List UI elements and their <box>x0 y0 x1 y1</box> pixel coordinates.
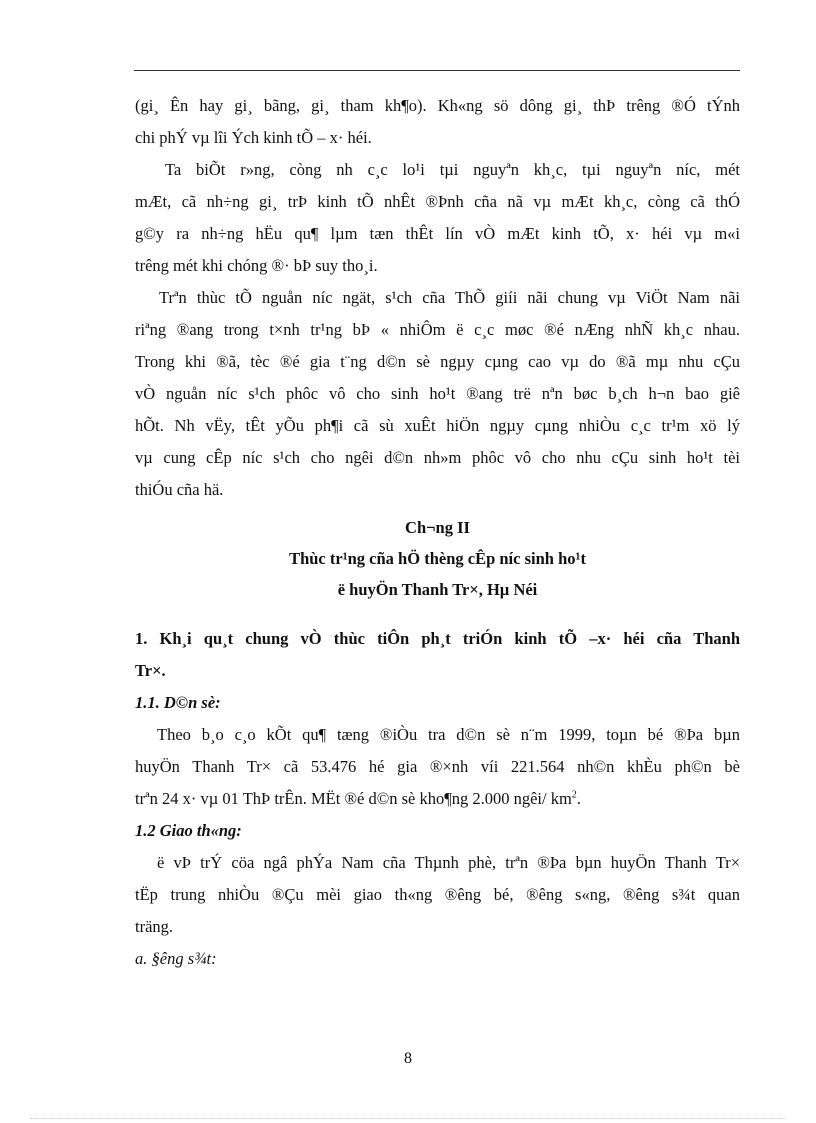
text-fragment: . <box>576 789 581 808</box>
text-line: riªng ®ang trong t×nh tr¹ng bÞ « nhiÔm ë c¸c møc ®é nÆng nhÑ kh¸c nhau. <box>135 320 740 339</box>
text-line: trêng mét khi chóng ®· bÞ suy tho¸i. <box>135 256 378 275</box>
text-line: Trªn thùc tÕ nguån níc ngät, s¹ch cña ThÕ giíi nãi chung vµ ViÖt Nam nãi <box>159 288 740 307</box>
heading-line: 1. Kh¸i qu¸t chung vÒ thùc tiÔn ph¸t triÓn kinh tÕ –x· héi cña Thanh <box>135 629 740 648</box>
page-bottom-edge <box>30 1118 786 1119</box>
subsection-1-1-heading: 1.1. D©n sè: <box>135 693 221 712</box>
chapter-number: Ch¬ng II <box>405 518 470 537</box>
text-line: vµ cung cÊp níc s¹ch cho ngêi d©n nh»m phôc vô cho nhu cÇu sinh ho¹t tèi <box>135 448 740 467</box>
paragraph-3 <box>135 282 740 506</box>
paragraph-2 <box>135 154 740 282</box>
text-line: mÆt, cã nh÷ng gi¸ trÞ kinh tÕ nhÊt ®Þnh cña nã vµ mÆt kh¸c, còng cã thÓ <box>135 192 740 211</box>
text-line: Ta biÕt r»ng, còng nh c¸c lo¹i tµi nguyªn kh¸c, tµi nguyªn níc, mét <box>165 160 740 179</box>
subsection-1-2-heading: 1.2 Giao th«ng: <box>135 821 242 840</box>
text-line: Theo b¸o c¸o kÕt qu¶ tæng ®iÒu tra d©n sè n¨m 1999, toµn bé ®Þa bµn <box>157 725 740 744</box>
text-line: g©y ra nh÷ng hËu qu¶ lµm tæn thÊt lín vÒ mÆt kinh tÕ, x· héi vµ m«i <box>135 224 740 243</box>
text-line: huyÖn Thanh Tr× cã 53.476 hé gia ®×nh víi 221.564 nh©n khÈu ph©n bè <box>135 757 740 776</box>
text-line: vÒ nguån níc s¹ch phôc vô cho sinh ho¹t ®ang trë nªn bøc b¸ch h¬n bao giê <box>135 384 740 403</box>
text-line: hÕt. Nh vËy, tÊt yÕu ph¶i cã sù xuÊt hiÖn ngµy cµng nhiÒu c¸c tr¹m xö lý <box>135 416 740 435</box>
header-rule <box>134 70 740 71</box>
text-fragment: trªn 24 x· vµ 01 ThÞ trÊn. MËt ®é d©n sè kho¶ng 2.000 ngêi/ km <box>135 789 572 808</box>
item-a-heading: a. §êng s¾t: <box>135 949 217 968</box>
paragraph-1 <box>135 90 740 154</box>
paragraph-traffic <box>135 847 740 943</box>
chapter-title-line-2: ë huyÖn Thanh Tr×, Hµ Néi <box>337 580 538 599</box>
heading-line: Tr×. <box>135 661 166 680</box>
text-line: chi phÝ vµ lîi Ých kinh tÕ – x· héi. <box>135 128 372 147</box>
text-line: tËp trung nhiÒu ®Çu mèi giao th«ng ®êng bé, ®êng s«ng, ®êng s¾t quan <box>135 885 740 904</box>
page-content <box>135 90 740 975</box>
text-line: thiÓu cña hä. <box>135 480 224 499</box>
chapter-title-line-1: Thùc tr¹ng cña hÖ thèng cÊp níc sinh ho¹t <box>289 549 586 568</box>
text-line: träng. <box>135 917 174 936</box>
section-1-heading <box>135 623 740 687</box>
page-number: 8 <box>404 1050 412 1067</box>
superscript: 2 <box>571 789 577 801</box>
text-line: (gi¸ Ên hay gi¸ bãng, gi¸ tham kh¶o). Kh«ng sö dông gi¸ thÞ trêng ®Ó tÝnh <box>135 96 740 115</box>
text-line: Trong khi ®ã, tèc ®é gia t¨ng d©n sè ngµy cµng cao vµ do ®ã mµ nhu cÇu <box>135 352 740 371</box>
paragraph-population <box>135 719 740 815</box>
text-line <box>135 783 740 815</box>
text-line: ë vÞ trÝ cöa ngâ phÝa Nam cña Thµnh phè, trªn ®Þa bµn huyÖn Thanh Tr× <box>157 853 740 872</box>
